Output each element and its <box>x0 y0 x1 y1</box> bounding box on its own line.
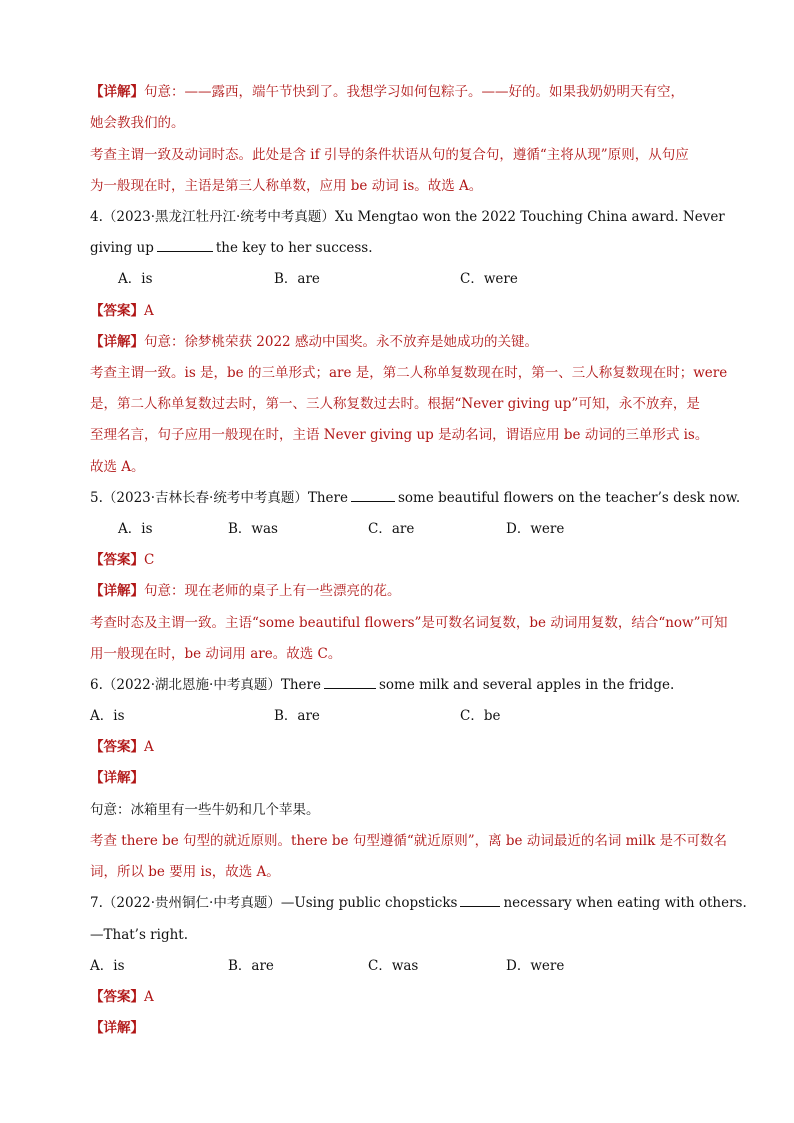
option-a: A．is <box>90 958 125 974</box>
explanation-text: 至理名言，句子应用一般现在时，主语 Never giving up 是动名词，谓语应用 be 动词的三单形式 is。 <box>90 427 709 443</box>
question-source: （2022·湖北恩施·中考真题） <box>102 677 281 693</box>
answer-line <box>90 987 706 1007</box>
question-number: 4. <box>90 209 103 225</box>
question-number: 5. <box>90 490 103 506</box>
question-text: There <box>280 677 321 693</box>
answer-blank <box>351 489 395 502</box>
explanation-text: 考查时态及主谓一致。主语“some beautiful flowers”是可数名词复数，be 动词用复数，结合“now”可知 <box>90 615 728 631</box>
question-number: 6. <box>90 677 103 693</box>
question-text: Xu Mengtao won the 2022 Touching China award. Never <box>334 209 725 225</box>
option-c: C．are <box>368 521 415 537</box>
question-stem <box>90 893 747 913</box>
detail-line <box>90 82 706 102</box>
explanation-text: 为一般现在时，主语是第三人称单数，应用 be 动词 is。故选 A。 <box>90 178 483 194</box>
detail-text: 句意：冰箱里有一些牛奶和几个苹果。 <box>90 802 320 818</box>
question-source: （2023·黑龙江牡丹江·统考中考真题） <box>102 209 335 225</box>
question-text: giving up <box>90 240 154 256</box>
option-b: B．are <box>228 958 274 974</box>
question-number: 7. <box>90 895 103 911</box>
answer-value: A <box>144 739 154 755</box>
explanation-text: 考查主谓一致。is 是，be 的三单形式；are 是，第二人称单复数现在时，第一、三人称复数现在时；were <box>90 365 728 381</box>
option-c: C．be <box>460 708 501 724</box>
question-text: some milk and several apples in the fridge. <box>378 677 675 693</box>
question-text: —Using public chopsticks <box>280 895 458 911</box>
explanation-text: 考查主谓一致及动词时态。此处是含 if 引导的条件状语从句的复合句，遵循“主将从现”原则，从句应 <box>90 147 689 163</box>
option-d: D．were <box>506 521 565 537</box>
option-a: A．is <box>118 271 153 287</box>
answer-blank <box>157 239 213 252</box>
option-b: B．are <box>274 708 320 724</box>
detail-text: 句意：现在老师的桌子上有一些漂亮的花。 <box>144 583 401 599</box>
option-d: D．were <box>506 958 565 974</box>
explanation-text: 考查 there be 句型的就近原则。there be 句型遵循“就近原则”，离 be 动词最近的名词 milk 是不可数名 <box>90 833 728 849</box>
detail-label: 【详解】 <box>90 583 144 599</box>
option-b: B．was <box>228 521 278 537</box>
question-stem <box>90 675 706 695</box>
option-c: C．were <box>460 271 518 287</box>
explanation-text: 词，所以 be 要用 is，故选 A。 <box>90 864 280 880</box>
option-a: A．is <box>90 708 125 724</box>
answer-value: C <box>144 552 155 568</box>
question-text: —That’s right. <box>90 927 189 943</box>
question-text: some beautiful flowers on the teacher’s desk now. <box>397 490 741 506</box>
detail-text: 句意：徐梦桃荣获 2022 感动中国奖。永不放弃是她成功的关键。 <box>144 334 538 350</box>
detail-label: 【详解】 <box>90 334 144 350</box>
explanation-text: 是，第二人称单复数过去时，第一、三人称复数过去时。根据“Never giving up”可知，永不放弃，是 <box>90 396 700 412</box>
answer-line <box>90 301 706 321</box>
answer-value: A <box>144 303 154 319</box>
question-text: There <box>307 490 348 506</box>
detail-label: 【详解】 <box>90 770 144 786</box>
answer-label: 【答案】 <box>90 303 144 319</box>
answer-blank <box>460 894 500 907</box>
question-source: （2023·吉林长春·统考中考真题） <box>102 490 308 506</box>
explanation-text: 故选 A。 <box>90 459 145 475</box>
question-stem <box>90 207 725 227</box>
explanation-text: 用一般现在时，be 动词用 are。故选 C。 <box>90 646 342 662</box>
answer-value: A <box>144 989 154 1005</box>
detail-line <box>90 581 706 601</box>
option-c: C．was <box>368 958 419 974</box>
question-text: the key to her success. <box>215 240 373 256</box>
detail-label: 【详解】 <box>90 1020 144 1036</box>
detail-label: 【详解】 <box>90 84 144 100</box>
answer-line <box>90 550 706 570</box>
question-source: （2022·贵州铜仁·中考真题） <box>102 895 281 911</box>
answer-label: 【答案】 <box>90 552 144 568</box>
detail-line <box>90 332 706 352</box>
question-stem <box>90 488 741 508</box>
answer-line <box>90 737 706 757</box>
detail-text: 句意：——露西，端午节快到了。我想学习如何包粽子。——好的。如果我奶奶明天有空， <box>144 84 684 100</box>
answer-label: 【答案】 <box>90 739 144 755</box>
answer-blank <box>324 676 376 689</box>
option-a: A．is <box>118 521 153 537</box>
question-text: necessary when eating with others. <box>503 895 747 911</box>
question-stem <box>90 238 706 258</box>
answer-label: 【答案】 <box>90 989 144 1005</box>
option-b: B．are <box>274 271 320 287</box>
detail-text: 她会教我们的。 <box>90 115 185 131</box>
